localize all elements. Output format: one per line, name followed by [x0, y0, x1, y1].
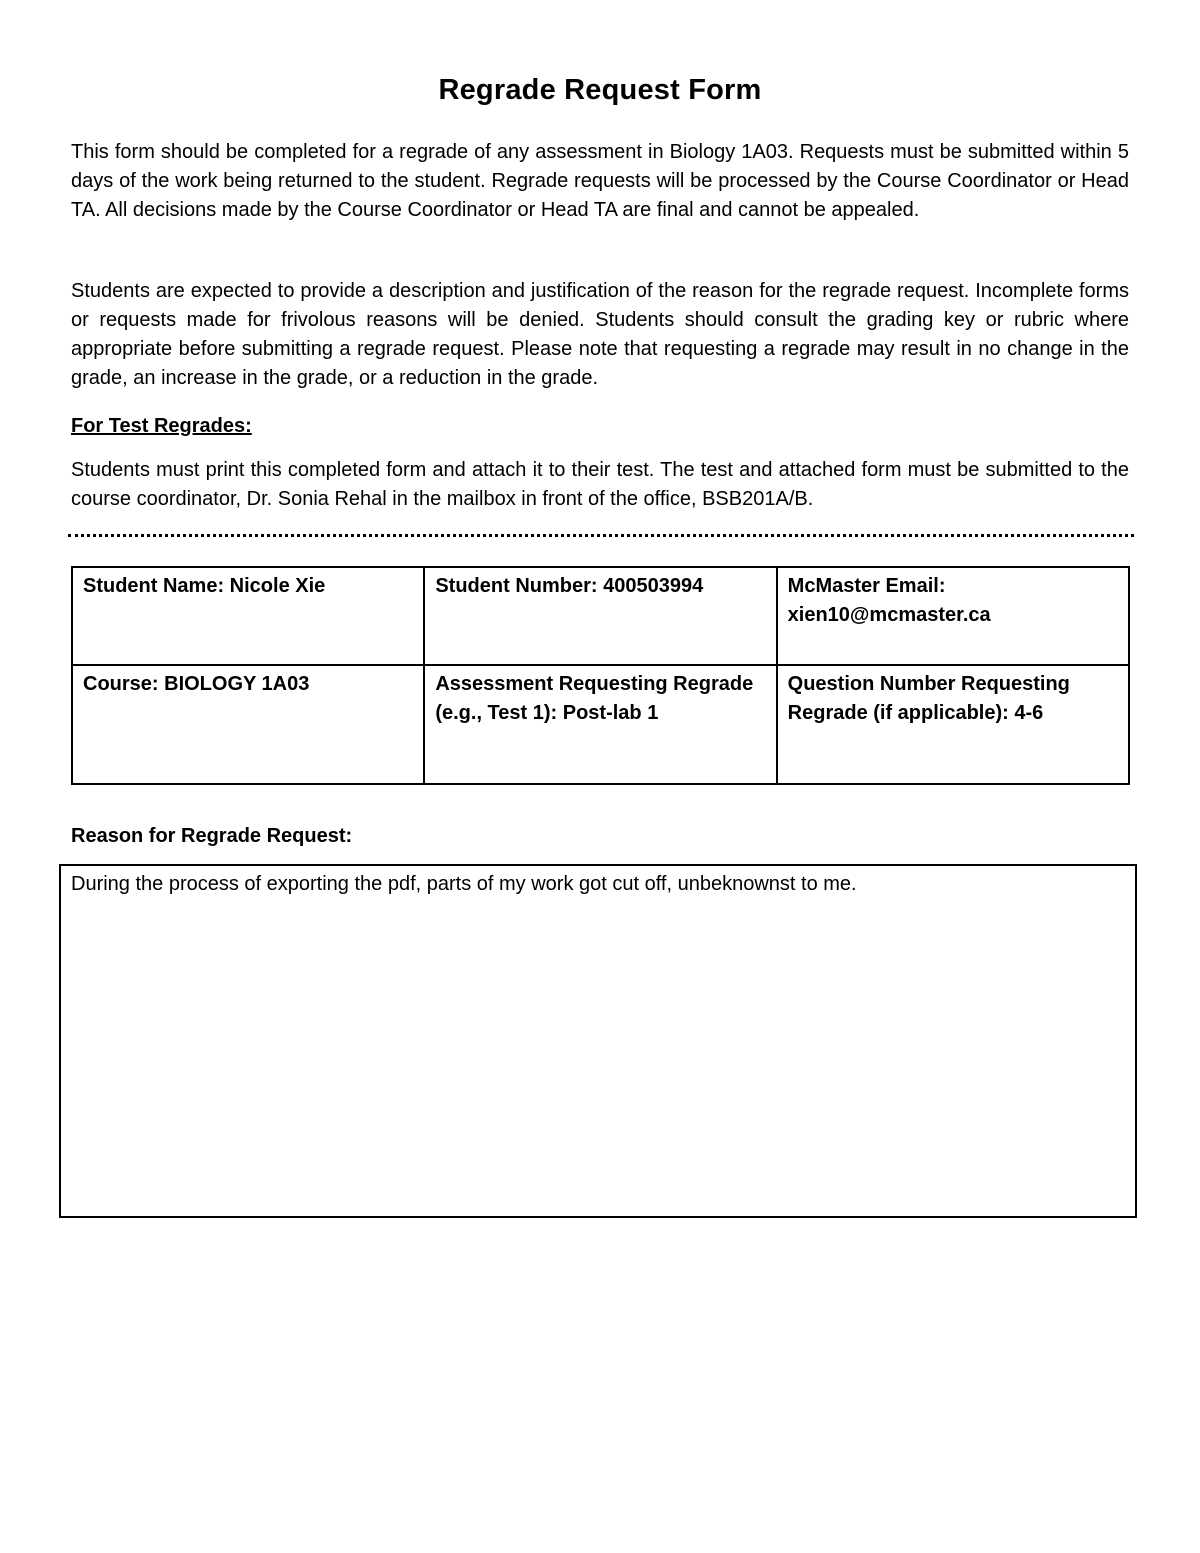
test-regrades-heading: For Test Regrades: — [71, 415, 252, 437]
email-value: xien10@mcmaster.ca — [787, 604, 991, 626]
assessment-label: Assessment Requesting Regrade — [435, 673, 754, 695]
student-number: Student Number: 400503994 — [435, 575, 704, 597]
course-cell[interactable] — [72, 665, 424, 784]
test-regrades-paragraph: Students must print this completed form and attach it to their test. The test and attached form must be submitted to the course coordinator, Dr. Sonia Rehal in the mailbox in front of the office, BSB201A/B. — [71, 459, 1129, 510]
question-number-label: Question Number Requesting — [787, 673, 1070, 695]
reason-textbox[interactable] — [59, 864, 1137, 1218]
intro-paragraph: This form should be completed for a regrade of any assessment in Biology 1A03. Requests must be submitted within 5 days of the work being returned to the student. Regrade requests will be processed by the Course Coordinator or Head TA. All decisions made by the Course Coordinator or Head TA are final and cannot be appealed. — [71, 141, 1129, 221]
table-row — [72, 665, 1129, 784]
assessment-value: (e.g., Test 1): Post-lab 1 — [435, 702, 659, 724]
student-info-table — [71, 566, 1130, 785]
reason-text: During the process of exporting the pdf, parts of my work got cut off, unbeknownst to me. — [71, 873, 857, 895]
dotted-divider — [68, 534, 1134, 537]
student-name-cell[interactable] — [72, 567, 424, 665]
email-cell[interactable] — [777, 567, 1129, 665]
student-name: Student Name: Nicole Xie — [83, 575, 326, 597]
form-title: Regrade Request Form — [438, 74, 762, 106]
reason-label: Reason for Regrade Request: — [71, 825, 353, 847]
question-number-value: Regrade (if applicable): 4-6 — [787, 702, 1044, 724]
table-row — [72, 567, 1129, 665]
course: Course: BIOLOGY 1A03 — [83, 673, 310, 695]
assessment-cell[interactable] — [424, 665, 776, 784]
question-number-cell[interactable] — [777, 665, 1129, 784]
expectations-paragraph: Students are expected to provide a description and justification of the reason for the regrade request. Incomplete forms or requests made for frivolous reasons will be denied. Students should consult the grading key or rubric where appropriate before submitting a regrade request. Please note that requesting a regrade may result in no change in the grade, an increase in the grade, or a reduction in the grade. — [71, 280, 1129, 389]
email-label: McMaster Email: — [787, 575, 946, 597]
student-number-cell[interactable] — [424, 567, 776, 665]
